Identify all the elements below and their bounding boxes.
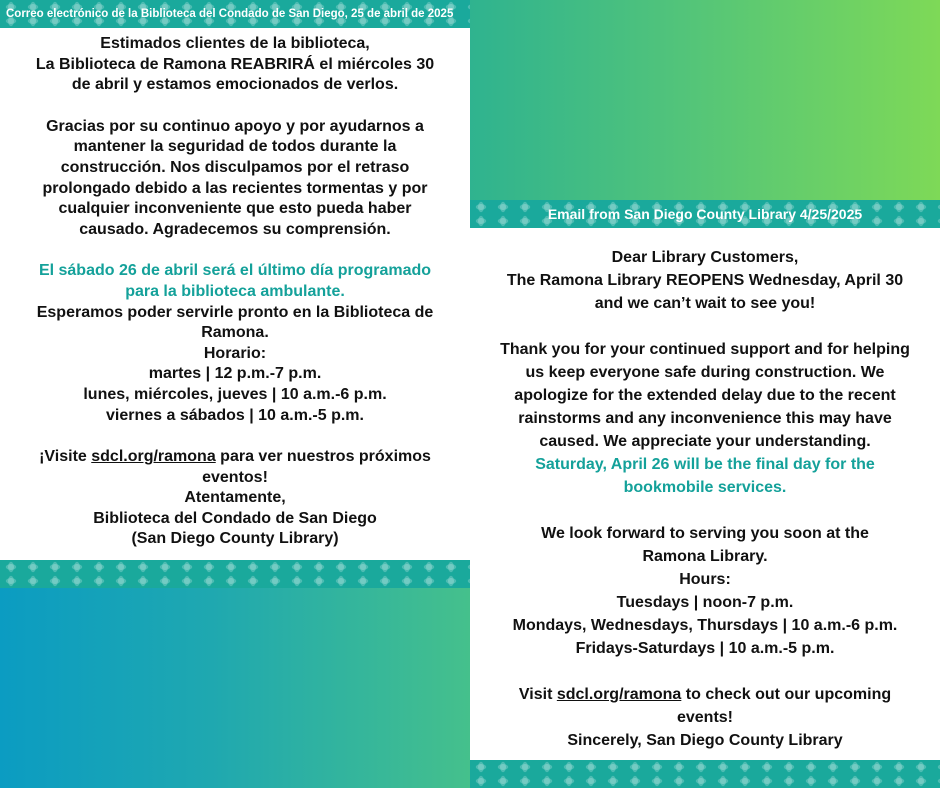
spanish-reopen-line: La Biblioteca de Ramona REABRIRÁ el miércoles 30	[35, 55, 435, 73]
spanish-thanks-line: mantener la seguridad de todos durante la	[73, 138, 397, 156]
spacer	[0, 96, 470, 117]
english-thanks-line: us keep everyone safe during construction. We	[525, 364, 885, 381]
english-serve-line: We look forward to serving you soon at the	[541, 525, 869, 542]
spanish-signature-line: (San Diego County Library)	[131, 530, 339, 548]
english-email-body	[470, 246, 940, 752]
spanish-serve-line: Ramona.	[201, 324, 269, 342]
spanish-hours-title: Horario:	[203, 344, 267, 362]
english-visit-line2: events!	[676, 709, 734, 726]
spanish-thanks-line: prolongado debido a las recientes tormentas y por	[42, 179, 428, 197]
english-reopen-line: The Ramona Library REOPENS Wednesday, April 30	[506, 272, 904, 289]
english-header-bar	[470, 200, 940, 228]
english-header-text: Email from San Diego County Library 4/25/2025	[547, 206, 863, 222]
english-signoff: Sincerely, San Diego County Library	[567, 732, 843, 749]
english-thanks-line: apologize for the extended delay due to the recent	[514, 387, 896, 404]
spanish-thanks-line: construcción. Nos disculpamos por el retraso	[60, 158, 410, 176]
spanish-header-text: Correo electrónico de la Biblioteca del Condado de San Diego, 25 de abril de 2025	[6, 8, 454, 20]
english-serve-line: Ramona Library.	[642, 548, 768, 565]
spanish-serve-line: Esperamos poder servirle pronto en la Biblioteca de	[36, 303, 434, 321]
english-reopen-line: and we can’t wait to see you!	[594, 295, 816, 312]
spacer	[0, 426, 470, 447]
english-greeting: Dear Library Customers,	[611, 249, 799, 266]
english-visit-link[interactable]: sdcl.org/ramona	[556, 686, 682, 703]
english-hours-title: Hours:	[679, 571, 731, 588]
english-visit-line	[470, 683, 940, 706]
spanish-email-panel	[0, 28, 470, 560]
spacer	[470, 315, 940, 338]
spanish-email-body	[0, 34, 470, 550]
spanish-visit-prefix: ¡Visite	[39, 448, 92, 466]
english-hours-line: Tuesdays | noon-7 p.m.	[616, 594, 794, 611]
english-visit-suffix: to check out our upcoming	[681, 686, 892, 703]
spanish-thanks-line: causado. Agradecemos su comprensión.	[79, 220, 391, 238]
spanish-hours-line: lunes, miércoles, jueves | 10 a.m.-6 p.m.	[83, 385, 387, 403]
spanish-hours-line: viernes a sábados | 10 a.m.-5 p.m.	[106, 406, 364, 424]
spanish-thanks-line: Gracias por su continuo apoyo y por ayudarnos a	[46, 117, 424, 135]
english-bookmobile-line: bookmobile services.	[623, 479, 787, 496]
spanish-reopen-line: de abril y estamos emocionados de verlos.	[71, 76, 399, 94]
spanish-greeting: Estimados clientes de la biblioteca,	[100, 35, 370, 52]
spacer	[0, 240, 470, 261]
spanish-bookmobile-line: El sábado 26 de abril será el último día programado	[38, 262, 432, 280]
spanish-visit-line	[0, 447, 470, 468]
spanish-thanks-line: cualquier inconveniente que esto pueda haber	[58, 200, 412, 218]
english-thanks-line: rainstorms and any inconvenience this may have	[518, 410, 892, 427]
decorative-gradient-bottom-left	[0, 588, 470, 788]
spanish-visit-link[interactable]: sdcl.org/ramona	[91, 448, 216, 466]
spanish-signature-line: Biblioteca del Condado de San Diego	[93, 509, 377, 527]
spanish-signoff: Atentamente,	[184, 489, 286, 507]
english-thanks-line: Thank you for your continued support and for helping	[500, 341, 910, 358]
pattern-strip-left	[0, 560, 470, 588]
english-bookmobile-line: Saturday, April 26 will be the final day for the	[535, 456, 875, 473]
english-email-panel	[470, 228, 940, 760]
english-hours-line: Mondays, Wednesdays, Thursdays | 10 a.m.-6 p.m.	[512, 617, 898, 634]
spanish-visit-line2: eventos!	[202, 468, 268, 486]
spanish-header-bar	[0, 0, 470, 28]
spanish-visit-suffix: para ver nuestros próximos	[215, 448, 431, 466]
spacer	[470, 660, 940, 683]
pattern-strip-right-bottom	[470, 760, 940, 788]
spanish-hours-line: martes | 12 p.m.-7 p.m.	[148, 365, 322, 383]
spacer	[470, 499, 940, 522]
english-thanks-line: caused. We appreciate your understanding.	[539, 433, 871, 450]
english-visit-prefix: Visit	[518, 686, 557, 703]
decorative-gradient-top-right	[470, 0, 940, 200]
spanish-bookmobile-line: para la biblioteca ambulante.	[125, 282, 345, 300]
english-hours-line: Fridays-Saturdays | 10 a.m.-5 p.m.	[575, 640, 835, 657]
